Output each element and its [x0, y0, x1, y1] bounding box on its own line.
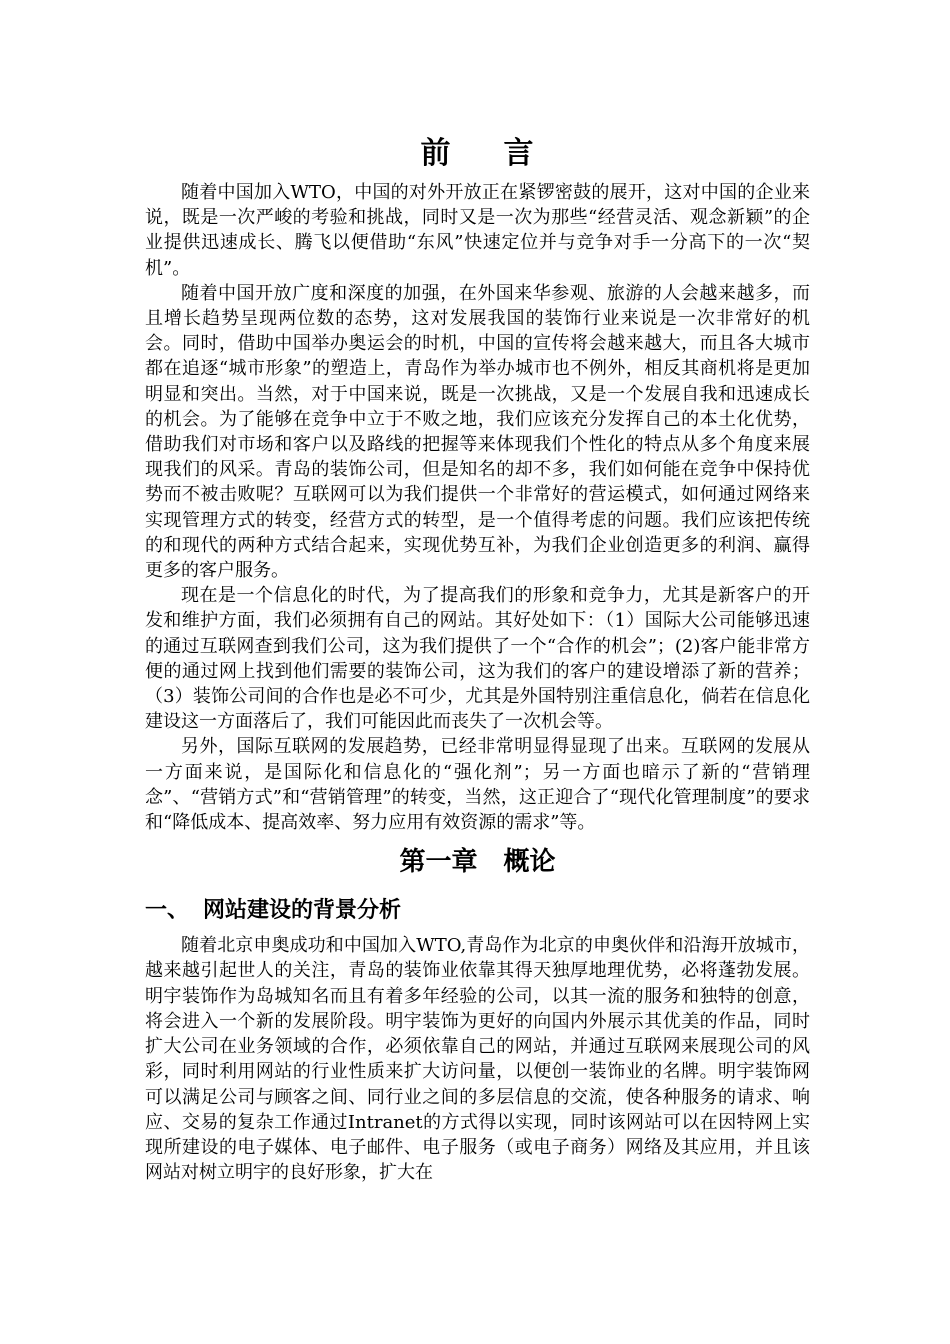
section-title: 网站建设的背景分析	[203, 897, 402, 924]
preface-paragraph: 现在是一个信息化的时代，为了提高我们的形象和竞争力，尤其是新客户的开发和维护方面，我们必须拥有自己的网站。其好处如下：（1）国际大公司能够迅速的通过互联网查到我们公司，这为我们提供了一个“合作的机会”；(2)客户能非常方便的通过网上找到他们需要的装饰公司，这为我们的客户的建设增添了新的营养；（3）装饰公司间的合作也是必不可少，尤其是外国特别注重信息化，倘若在信息化建设这一方面落后了，我们可能因此而丧失了一次机会等。	[145, 585, 810, 733]
section-heading	[145, 887, 810, 933]
section-number: 一、	[145, 897, 190, 924]
chapter-name: 概论	[503, 847, 556, 878]
chapter-heading	[145, 837, 810, 887]
preface-title	[145, 128, 810, 180]
section-paragraph: 随着北京申奥成功和中国加入WTO,青岛作为北京的申奥伙伴和沿海开放城市，越来越引起世人的关注，青岛的装饰业依靠其得天独厚地理优势，必将蓬勃发展。明宇装饰作为岛城知名而且有着多年经验的公司，以其一流的服务和独特的创意，将会进入一个新的发展阶段。明宇装饰为更好的向国内外展示其优美的作品，同时扩大公司在业务领域的合作，必须依靠自己的网站，并通过互联网来展现公司的风彩，同时利用网站的行业性质来扩大访问量，以便创一装饰业的名牌。明宇装饰网可以满足公司与顾客之间、同行业之间的多层信息的交流，使各种服务的请求、响应、交易的复杂工作通过Intranet的方式得以实现，同时该网站可以在因特网上实现所建设的电子媒体、电子邮件、电子服务（或电子商务）网络及其应用，并且该网站对树立明宇的良好形象，扩大在	[145, 935, 810, 1184]
chapter-number: 第一章	[399, 847, 478, 878]
preface-paragraph: 另外，国际互联网的发展趋势，已经非常明显得显现了出来。互联网的发展从一方面来说，是国际化和信息化的“强化剂”；另一方面也暗示了新的“营销理念”、“营销方式”和“营销管理”的转变，当然，这正迎合了“现代化管理制度”的要求和“降低成本、提高效率、努力应用有效资源的需求”等。	[145, 736, 810, 834]
preface-title-part1: 前	[420, 136, 452, 171]
preface-paragraph: 随着中国加入WTO，中国的对外开放正在紧锣密鼓的展开，这对中国的企业来说，既是一次严峻的考验和挑战，同时又是一次为那些“经营灵活、观念新颖”的企业提供迅速成长、腾飞以便借助“东风”快速定位并与竞争对手一分高下的一次“契机”。	[145, 182, 810, 279]
preface-title-part2: 言	[503, 136, 535, 171]
preface-paragraph: 随着中国开放广度和深度的加强，在外国来华参观、旅游的人会越来越多，而且增长趋势呈现两位数的态势，这对发展我国的装饰行业来说是一次非常好的机会。同时，借助中国举办奥运会的时机，中国的宣传将会越来越大，而且各大城市都在追逐“城市形象”的塑造上，青岛作为举办城市也不例外，相反其商机将是更加明显和突出。当然，对于中国来说，既是一次挑战，又是一个发展自我和迅速成长的机会。为了能够在竞争中立于不败之地，我们应该充分发挥自己的本土化优势，借助我们对市场和客户以及路线的把握等来体现我们个性化的特点从多个角度来展现我们的风采。青岛的装饰公司，但是知名的却不多，我们如何能在竞争中保持优势而不被击败呢？互联网可以为我们提供一个非常好的营运模式，如何通过网络来实现管理方式的转变，经营方式的转型，是一个值得考虑的问题。我们应该把传统的和现代的两种方式结合起来，实现优势互补，为我们企业创造更多的利润、赢得更多的客户服务。	[145, 282, 810, 582]
document-content	[145, 128, 810, 1185]
